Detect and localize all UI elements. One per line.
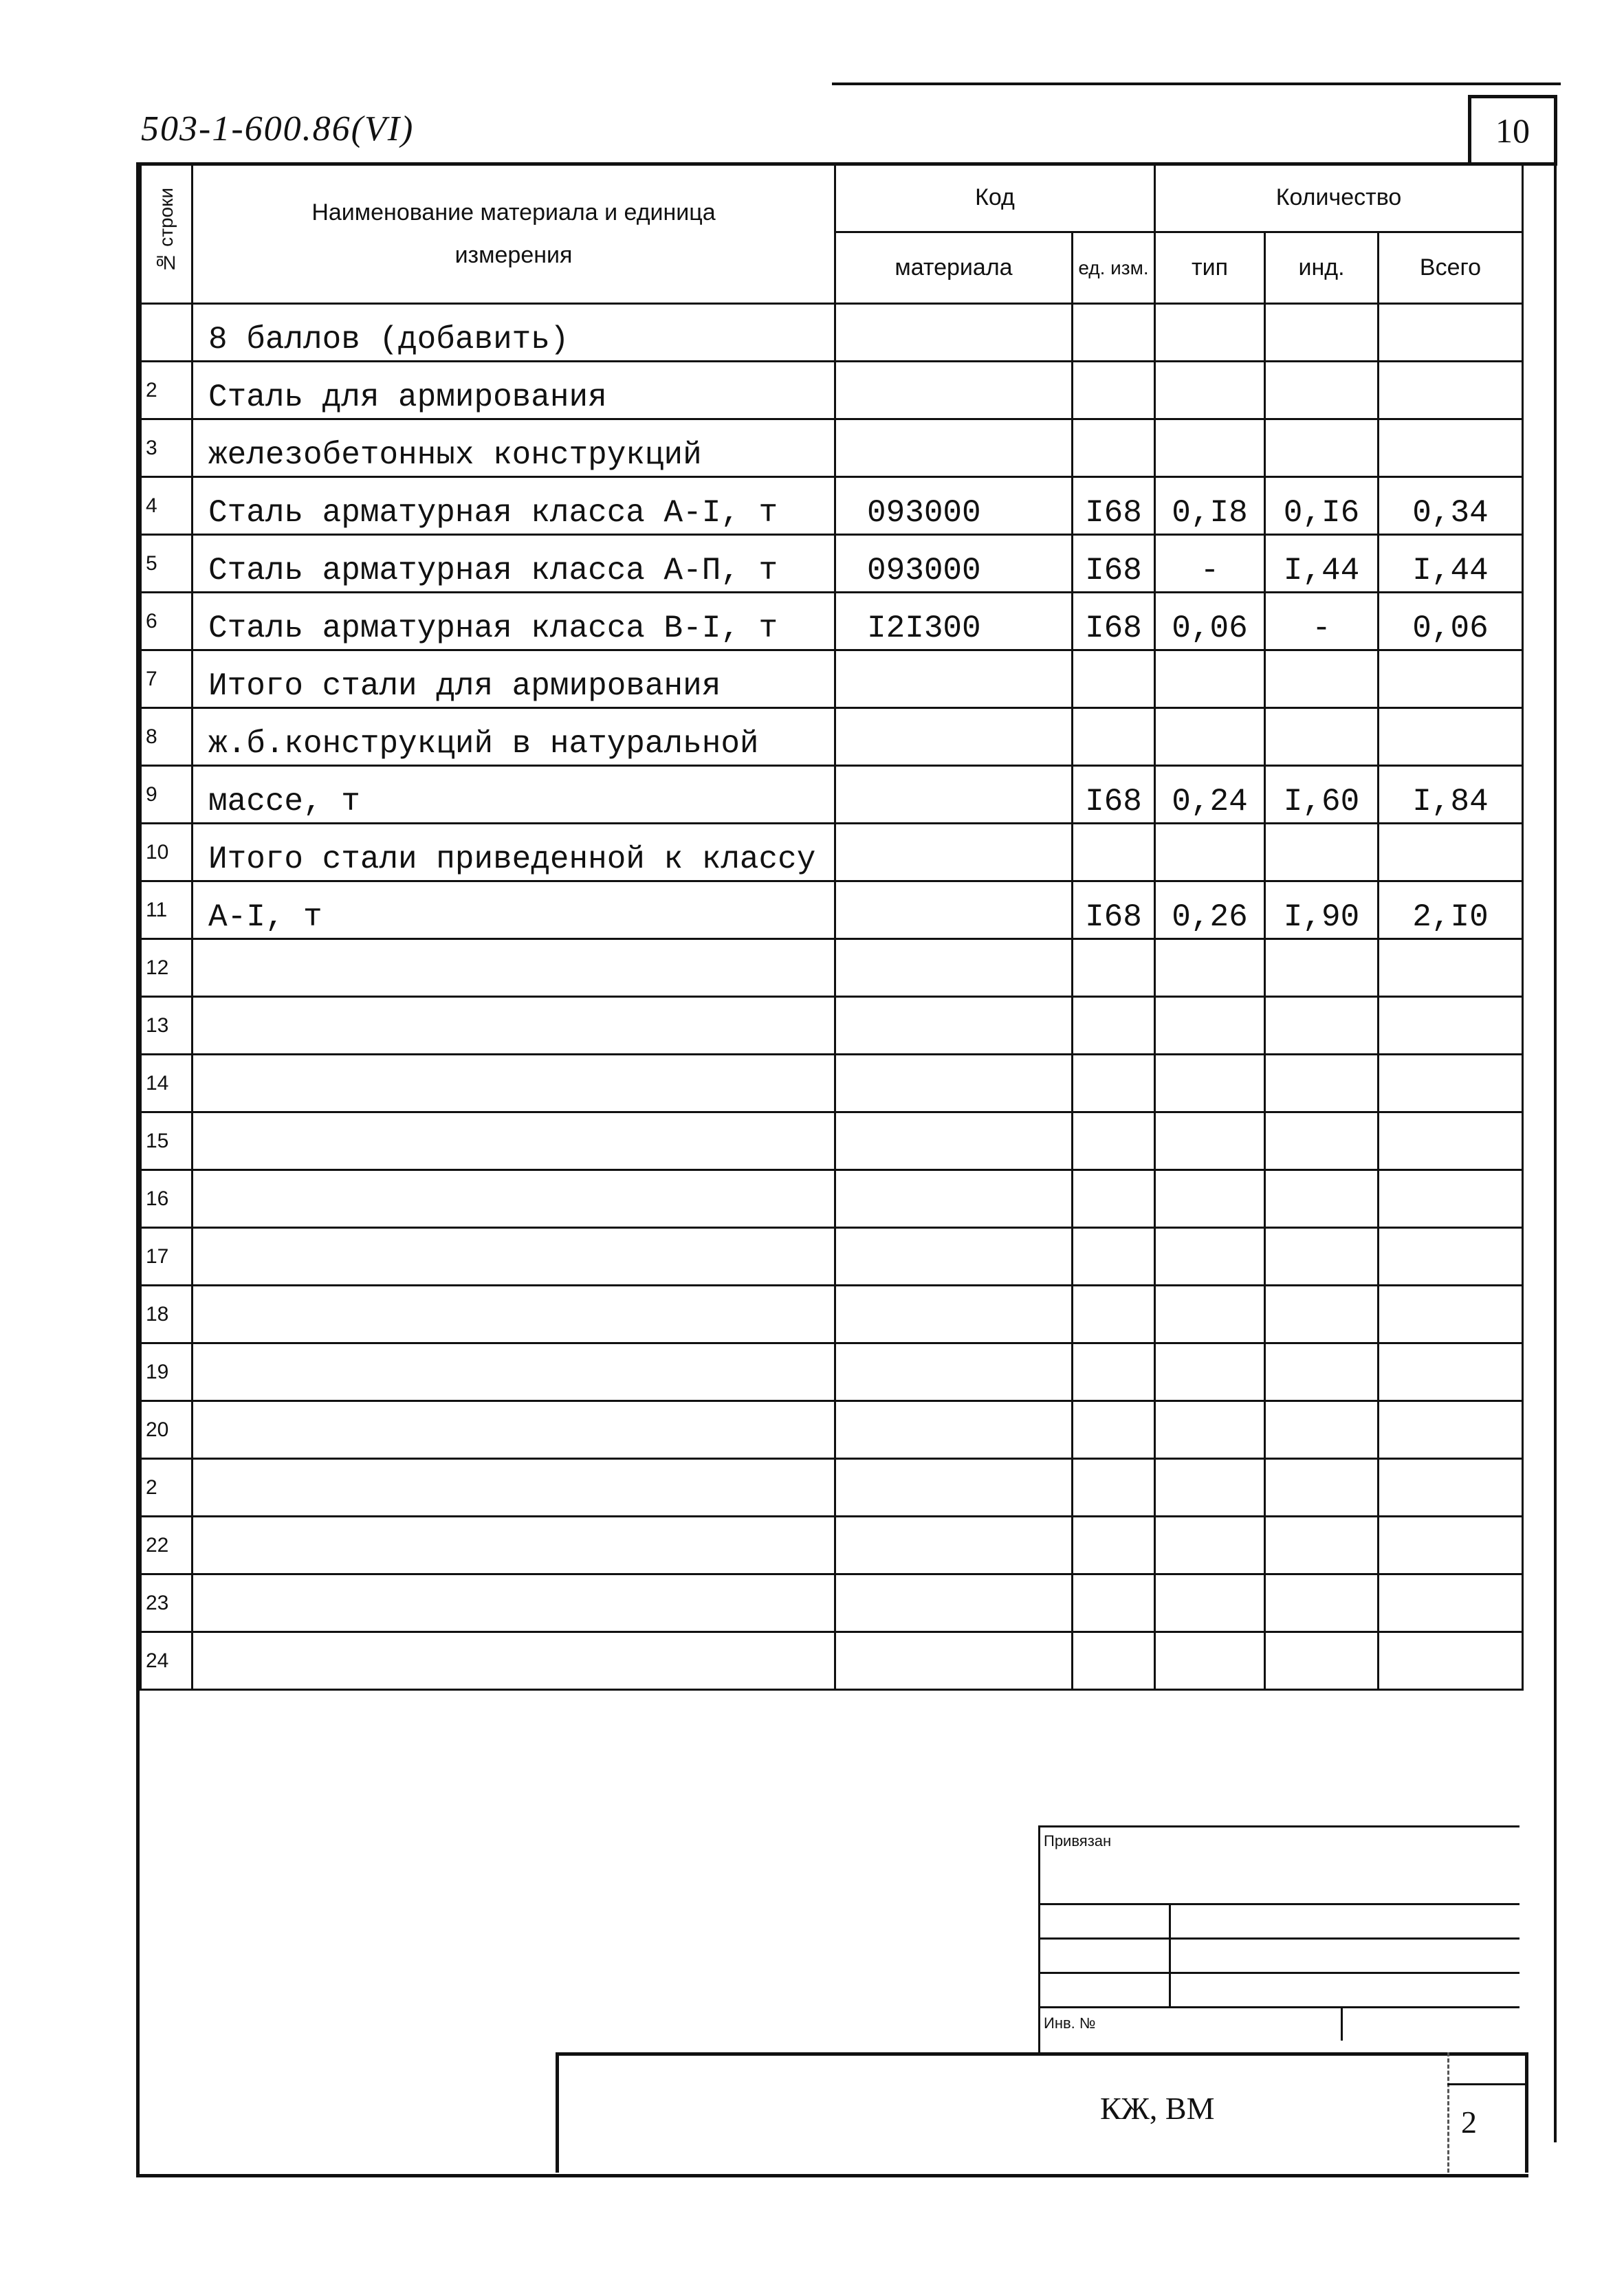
material-name: массе, т: [193, 766, 835, 824]
row-number: 24: [141, 1632, 193, 1690]
top-rule: [832, 83, 1561, 85]
material-code: [835, 939, 1073, 997]
unit-code: [1073, 419, 1155, 477]
frame-bottom: [136, 2174, 1528, 2177]
table-row: [141, 881, 1523, 939]
row-number: 15: [141, 1112, 193, 1170]
qty-total: [1379, 824, 1523, 881]
row-number: 7: [141, 650, 193, 708]
material-code: [835, 1574, 1073, 1632]
material-code: [835, 304, 1073, 362]
material-name: Сталь арматурная класса А-П, т: [193, 535, 835, 593]
material-code: [835, 1055, 1073, 1112]
header-code-group: Код: [835, 164, 1155, 232]
document-code: 503-1-600.86(VI): [141, 109, 415, 149]
row-number: 19: [141, 1343, 193, 1401]
title-block-title: КЖ, ВМ: [1100, 2091, 1215, 2126]
material-code: [835, 419, 1073, 477]
table-row: [141, 1170, 1523, 1228]
stamp-line: [1038, 1937, 1519, 1940]
qty-ind: I,44: [1265, 535, 1379, 593]
stamp-note-inventory: Инв. №: [1044, 2014, 1096, 2032]
material-name: Итого стали для армирования: [193, 650, 835, 708]
qty-ind: [1265, 650, 1379, 708]
qty-total: I,44: [1379, 535, 1523, 593]
stamp-line: [1038, 2006, 1519, 2008]
row-number: 12: [141, 939, 193, 997]
qty-typ: [1155, 1632, 1265, 1690]
qty-typ: [1155, 304, 1265, 362]
qty-ind: [1265, 1574, 1379, 1632]
material-name: [193, 997, 835, 1055]
qty-total: [1379, 1228, 1523, 1286]
qty-total: [1379, 1401, 1523, 1459]
qty-ind: [1265, 1401, 1379, 1459]
table-row: [141, 824, 1523, 881]
qty-total: [1379, 1517, 1523, 1574]
row-number: 18: [141, 1286, 193, 1343]
qty-typ: [1155, 1228, 1265, 1286]
material-name: [193, 1459, 835, 1517]
qty-typ: [1155, 1401, 1265, 1459]
qty-typ: [1155, 1343, 1265, 1401]
row-number: 14: [141, 1055, 193, 1112]
qty-ind: I,90: [1265, 881, 1379, 939]
qty-total: [1379, 939, 1523, 997]
qty-total: [1379, 1632, 1523, 1690]
table-row: [141, 1632, 1523, 1690]
row-number: 11: [141, 881, 193, 939]
unit-code: [1073, 1401, 1155, 1459]
unit-code: [1073, 304, 1155, 362]
material-code: [835, 824, 1073, 881]
qty-ind: [1265, 419, 1379, 477]
row-number: 2: [141, 362, 193, 419]
row-number: 20: [141, 1401, 193, 1459]
row-number: 6: [141, 593, 193, 650]
unit-code: [1073, 1574, 1155, 1632]
stamp-line: [1341, 2006, 1343, 2041]
header-total: Всего: [1379, 232, 1523, 304]
qty-total: [1379, 1112, 1523, 1170]
qty-ind: [1265, 1343, 1379, 1401]
qty-total: [1379, 708, 1523, 766]
table-row: [141, 997, 1523, 1055]
title-block-sheet: 2: [1461, 2105, 1477, 2140]
material-name: [193, 1112, 835, 1170]
qty-ind: [1265, 1055, 1379, 1112]
material-code: [835, 1112, 1073, 1170]
unit-code: [1073, 650, 1155, 708]
qty-typ: [1155, 997, 1265, 1055]
unit-code: [1073, 1112, 1155, 1170]
material-code: 093000: [835, 477, 1073, 535]
qty-total: [1379, 362, 1523, 419]
qty-ind: [1265, 1228, 1379, 1286]
qty-typ: [1155, 1286, 1265, 1343]
row-number: 9: [141, 766, 193, 824]
material-name: Сталь арматурная класса А-I, т: [193, 477, 835, 535]
material-code: [835, 362, 1073, 419]
row-number: 10: [141, 824, 193, 881]
qty-typ: [1155, 1055, 1265, 1112]
qty-typ: [1155, 708, 1265, 766]
material-code: [835, 1517, 1073, 1574]
material-name: [193, 1286, 835, 1343]
row-number: 4: [141, 477, 193, 535]
row-number: 8: [141, 708, 193, 766]
materials-table: [140, 162, 1524, 1691]
stamp-line: [1038, 1972, 1519, 1974]
material-code: [835, 1170, 1073, 1228]
material-code: [835, 1459, 1073, 1517]
qty-ind: [1265, 824, 1379, 881]
qty-total: I,84: [1379, 766, 1523, 824]
qty-total: [1379, 1343, 1523, 1401]
qty-ind: [1265, 362, 1379, 419]
qty-ind: [1265, 1286, 1379, 1343]
qty-total: 0,34: [1379, 477, 1523, 535]
row-number: 17: [141, 1228, 193, 1286]
material-name: [193, 1574, 835, 1632]
unit-code: [1073, 362, 1155, 419]
qty-ind: 0,I6: [1265, 477, 1379, 535]
table-row: [141, 1112, 1523, 1170]
qty-total: [1379, 997, 1523, 1055]
qty-total: 2,I0: [1379, 881, 1523, 939]
qty-typ: [1155, 1459, 1265, 1517]
material-code: I2I300: [835, 593, 1073, 650]
header-typ: тип: [1155, 232, 1265, 304]
table-row: [141, 1228, 1523, 1286]
material-name: [193, 1401, 835, 1459]
table-row: [141, 1459, 1523, 1517]
table-row: [141, 1401, 1523, 1459]
stamp-note-bound: Привязан: [1044, 1832, 1112, 1849]
material-code: [835, 997, 1073, 1055]
material-code: [835, 881, 1073, 939]
stamp-line: [1169, 1903, 1171, 2006]
qty-ind: [1265, 304, 1379, 362]
unit-code: [1073, 1286, 1155, 1343]
material-name: Сталь арматурная класса В-I, т: [193, 593, 835, 650]
qty-total: 0,06: [1379, 593, 1523, 650]
header-quantity-group: Количество: [1155, 164, 1523, 232]
qty-ind: [1265, 939, 1379, 997]
qty-ind: [1265, 997, 1379, 1055]
material-name: [193, 939, 835, 997]
header-row-number: № строки: [141, 164, 193, 304]
unit-code: [1073, 1517, 1155, 1574]
table-row: [141, 766, 1523, 824]
material-name: [193, 1170, 835, 1228]
unit-code: [1073, 939, 1155, 997]
header-ind: инд.: [1265, 232, 1379, 304]
table-row: [141, 1343, 1523, 1401]
material-code: [835, 1401, 1073, 1459]
qty-ind: [1265, 1112, 1379, 1170]
unit-code: [1073, 1228, 1155, 1286]
qty-ind: [1265, 1517, 1379, 1574]
qty-typ: [1155, 939, 1265, 997]
qty-total: [1379, 1055, 1523, 1112]
material-code: [835, 1228, 1073, 1286]
row-number: 23: [141, 1574, 193, 1632]
material-name: Итого стали приведенной к классу: [193, 824, 835, 881]
row-number: 3: [141, 419, 193, 477]
table-row: [141, 1517, 1523, 1574]
unit-code: I68: [1073, 766, 1155, 824]
qty-ind: [1265, 708, 1379, 766]
qty-typ: [1155, 1170, 1265, 1228]
table-row: [141, 1286, 1523, 1343]
qty-total: [1379, 1286, 1523, 1343]
table-row: [141, 650, 1523, 708]
table-row: [141, 1574, 1523, 1632]
material-code: [835, 766, 1073, 824]
material-code: [835, 708, 1073, 766]
table-row: [141, 362, 1523, 419]
material-name: 8 баллов (добавить): [193, 304, 835, 362]
qty-total: [1379, 1170, 1523, 1228]
unit-code: [1073, 1343, 1155, 1401]
qty-typ: [1155, 1112, 1265, 1170]
table-row: [141, 939, 1523, 997]
material-name: [193, 1632, 835, 1690]
row-number: [141, 304, 193, 362]
material-code: [835, 1632, 1073, 1690]
qty-typ: [1155, 362, 1265, 419]
material-name: [193, 1343, 835, 1401]
qty-typ: 0,24: [1155, 766, 1265, 824]
qty-typ: 0,26: [1155, 881, 1265, 939]
qty-ind: I,60: [1265, 766, 1379, 824]
qty-typ: 0,06: [1155, 593, 1265, 650]
material-name: [193, 1517, 835, 1574]
qty-ind: [1265, 1459, 1379, 1517]
material-name: [193, 1055, 835, 1112]
row-number: 2: [141, 1459, 193, 1517]
table-row: [141, 535, 1523, 593]
material-name: Сталь для армирования: [193, 362, 835, 419]
header-unit: ед. изм.: [1073, 232, 1155, 304]
qty-typ: 0,I8: [1155, 477, 1265, 535]
unit-code: [1073, 997, 1155, 1055]
material-name: А-I, т: [193, 881, 835, 939]
qty-total: [1379, 650, 1523, 708]
qty-typ: [1155, 824, 1265, 881]
unit-code: [1073, 1632, 1155, 1690]
unit-code: [1073, 824, 1155, 881]
frame-right: [1554, 162, 1557, 2142]
table-row: [141, 708, 1523, 766]
unit-code: I68: [1073, 477, 1155, 535]
title-block-divider: [1447, 2083, 1526, 2085]
material-name: [193, 1228, 835, 1286]
qty-typ: [1155, 419, 1265, 477]
qty-total: [1379, 304, 1523, 362]
row-number: 16: [141, 1170, 193, 1228]
qty-typ: [1155, 650, 1265, 708]
qty-ind: -: [1265, 593, 1379, 650]
qty-typ: -: [1155, 535, 1265, 593]
stamp-line: [1038, 1903, 1519, 1905]
qty-total: [1379, 419, 1523, 477]
title-block: [556, 2052, 1528, 2173]
table-row: [141, 304, 1523, 362]
qty-total: [1379, 1574, 1523, 1632]
material-code: [835, 1343, 1073, 1401]
table-row: [141, 1055, 1523, 1112]
qty-typ: [1155, 1517, 1265, 1574]
unit-code: I68: [1073, 593, 1155, 650]
material-name: ж.б.конструкций в натуральной: [193, 708, 835, 766]
unit-code: [1073, 1170, 1155, 1228]
material-name: железобетонных конструкций: [193, 419, 835, 477]
table-row: [141, 593, 1523, 650]
qty-total: [1379, 1459, 1523, 1517]
qty-ind: [1265, 1632, 1379, 1690]
header-material-name: Наименование материала и единица измерения: [193, 164, 835, 304]
material-code: [835, 650, 1073, 708]
table-row: [141, 477, 1523, 535]
row-number: 5: [141, 535, 193, 593]
table-row: [141, 419, 1523, 477]
unit-code: I68: [1073, 881, 1155, 939]
row-number: 13: [141, 997, 193, 1055]
qty-typ: [1155, 1574, 1265, 1632]
row-number: 22: [141, 1517, 193, 1574]
stamp-line: [1038, 1825, 1519, 1827]
header-material-code: материала: [835, 232, 1073, 304]
unit-code: [1073, 1459, 1155, 1517]
material-code: [835, 1286, 1073, 1343]
unit-code: [1073, 708, 1155, 766]
qty-ind: [1265, 1170, 1379, 1228]
unit-code: I68: [1073, 535, 1155, 593]
stamp-line: [1038, 1825, 1040, 2052]
sheet-number: 10: [1468, 95, 1557, 162]
title-block-divider: [1447, 2052, 1449, 2173]
unit-code: [1073, 1055, 1155, 1112]
material-code: 093000: [835, 535, 1073, 593]
